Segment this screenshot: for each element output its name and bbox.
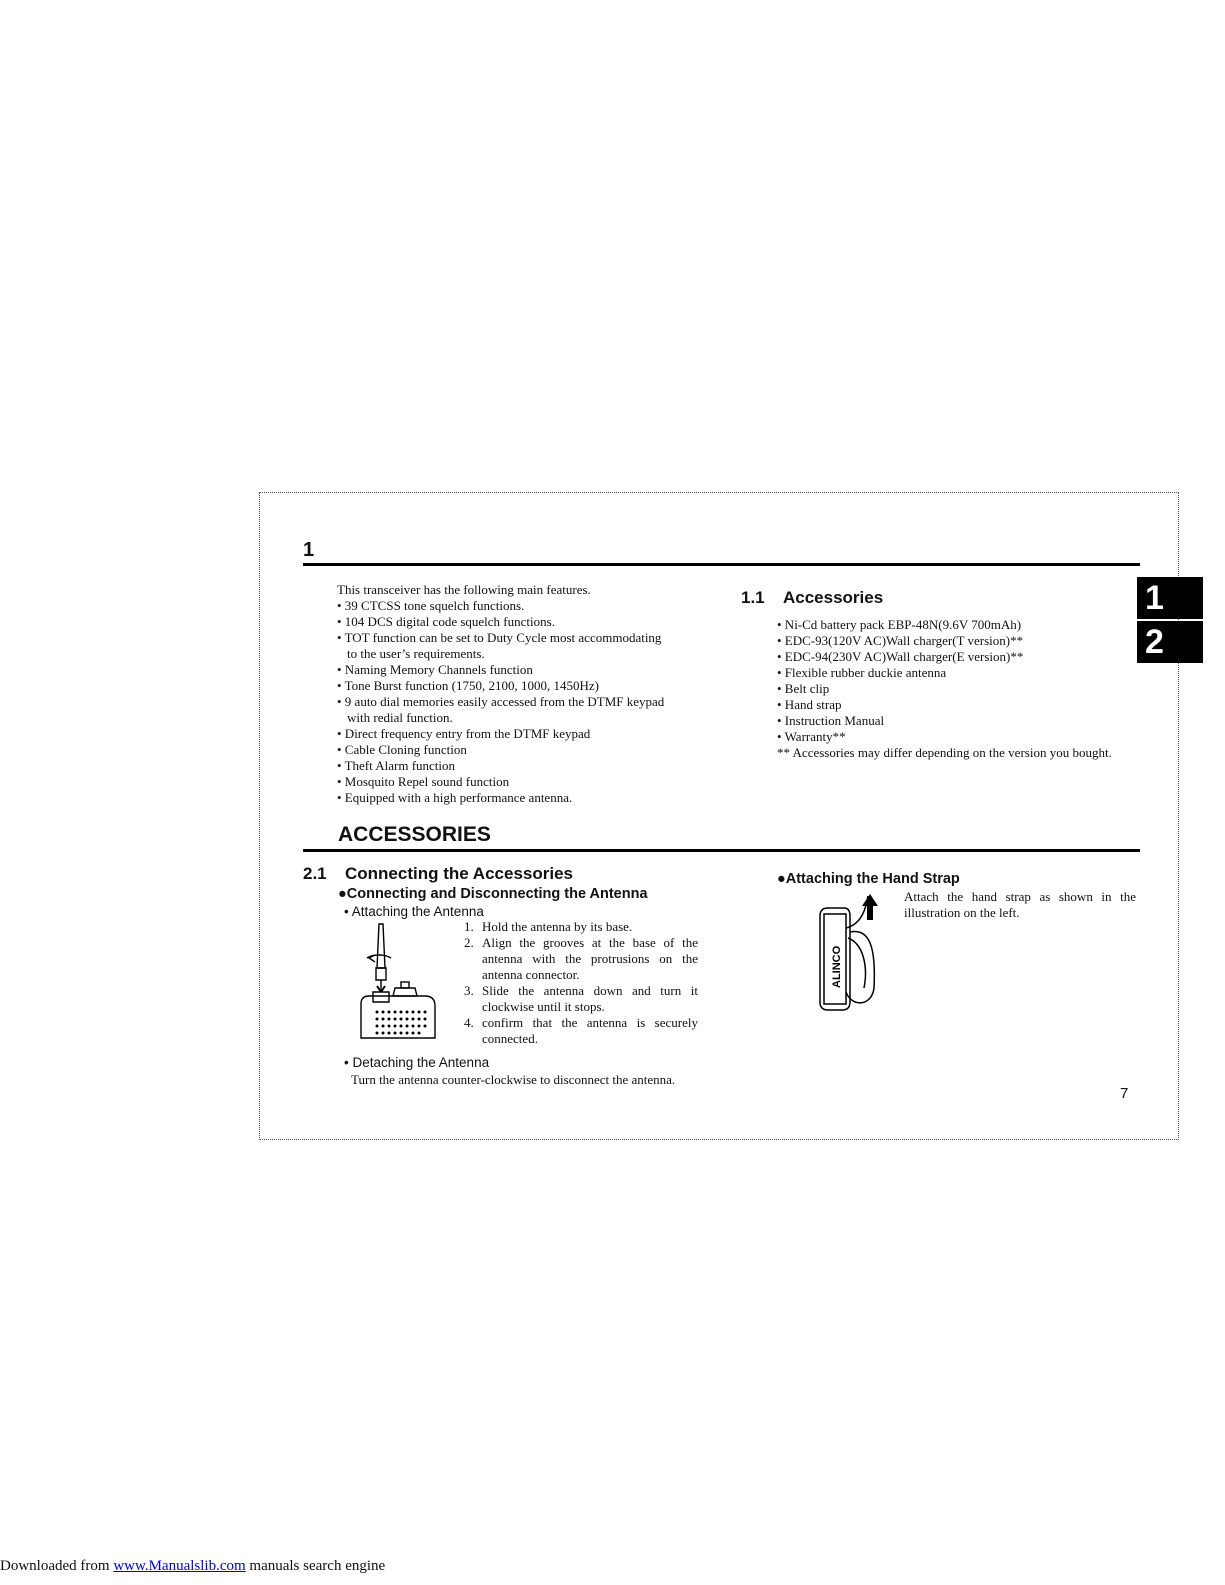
feature-item: • Equipped with a high performance antenna. bbox=[337, 790, 573, 805]
accessory-item: • Belt clip bbox=[777, 681, 830, 696]
footer-prefix: Downloaded from bbox=[0, 1558, 114, 1574]
detaching-antenna-text: Turn the antenna counter-clockwise to disconnect the antenna. bbox=[351, 1072, 676, 1087]
download-footer bbox=[0, 1558, 385, 1575]
feature-item: • Mosquito Repel sound function bbox=[337, 774, 510, 789]
attach-step bbox=[464, 919, 698, 935]
accessory-item: • EDC-94(230V AC)Wall charger(E version)** bbox=[777, 649, 1024, 664]
accessory-item: • EDC-93(120V AC)Wall charger(T version)** bbox=[777, 633, 1024, 648]
antenna-illustration bbox=[355, 922, 445, 1042]
feature-item-continued: to the user’s requirements. bbox=[347, 646, 485, 661]
feature-item: • Cable Cloning function bbox=[337, 742, 467, 757]
page-number: 7 bbox=[1120, 1085, 1129, 1102]
subsection-2-1-number: 2.1 bbox=[303, 864, 327, 883]
hand-strap-illustration bbox=[810, 888, 890, 1018]
accessory-item: • Flexible rubber duckie antenna bbox=[777, 665, 947, 680]
feature-item: • Theft Alarm function bbox=[337, 758, 456, 773]
attach-steps-list bbox=[464, 919, 698, 1047]
manualslib-link[interactable]: www.Manualslib.com bbox=[113, 1558, 246, 1574]
attach-step bbox=[464, 983, 698, 1015]
features-intro: This transceiver has the following main features. bbox=[337, 582, 591, 597]
accessory-item: • Hand strap bbox=[777, 697, 842, 712]
feature-item: • Tone Burst function (1750, 2100, 1000, 1450Hz) bbox=[337, 678, 599, 693]
feature-item: • Naming Memory Channels function bbox=[337, 662, 533, 677]
chapter-tab-2: 2 bbox=[1137, 621, 1203, 663]
section-2-title: ACCESSORIES bbox=[338, 823, 491, 846]
feature-item: • Direct frequency entry from the DTMF keypad bbox=[337, 726, 591, 741]
features-list bbox=[337, 598, 699, 806]
section-2-rule bbox=[303, 849, 1140, 852]
step-number: 3. bbox=[464, 983, 474, 998]
attach-step bbox=[464, 1015, 698, 1047]
step-number: 4. bbox=[464, 1015, 474, 1030]
feature-item: • 9 auto dial memories easily accessed from the DTMF keypad bbox=[337, 694, 665, 709]
detaching-antenna-heading: • Detaching the Antenna bbox=[344, 1055, 490, 1070]
feature-item: • TOT function can be set to Duty Cycle most accommodating bbox=[337, 630, 662, 645]
step-text: Align the grooves at the base of the antenna with the protrusions on the antenna connector. bbox=[482, 935, 698, 982]
subsection-2-1-title: Connecting the Accessories bbox=[345, 864, 573, 883]
hand-strap-text: Attach the hand strap as shown in the illustration on the left. bbox=[904, 889, 1136, 920]
accessories-list bbox=[777, 617, 1137, 745]
accessories-section-title: Accessories bbox=[783, 588, 884, 607]
feature-item: • 104 DCS digital code squelch functions. bbox=[337, 614, 555, 629]
section-1-rule bbox=[303, 563, 1140, 566]
accessory-item: • Instruction Manual bbox=[777, 713, 885, 728]
accessories-section-number: 1.1 bbox=[741, 588, 765, 607]
antenna-heading: ●Connecting and Disconnecting the Antenna bbox=[338, 886, 648, 902]
accessory-item: • Warranty** bbox=[777, 729, 846, 744]
step-number: 2. bbox=[464, 935, 474, 950]
accessories-note: ** Accessories may differ depending on the version you bought. bbox=[777, 745, 1112, 760]
feature-item-continued: with redial function. bbox=[347, 710, 453, 725]
step-number: 1. bbox=[464, 919, 474, 934]
feature-item: • 39 CTCSS tone squelch functions. bbox=[337, 598, 525, 613]
alinco-logo: ALINCO bbox=[831, 945, 843, 988]
step-text: Slide the antenna down and turn it clockwise until it stops. bbox=[482, 983, 698, 1014]
section-1-number: 1 bbox=[303, 539, 315, 561]
footer-suffix: manuals search engine bbox=[245, 1558, 386, 1574]
attach-step bbox=[464, 935, 698, 983]
step-text: Hold the antenna by its base. bbox=[482, 919, 633, 934]
chapter-tab-1: 1 bbox=[1137, 577, 1203, 619]
hand-strap-heading: ●Attaching the Hand Strap bbox=[777, 871, 960, 887]
attaching-antenna-heading: • Attaching the Antenna bbox=[344, 904, 484, 919]
step-text: confirm that the antenna is securely connected. bbox=[482, 1015, 698, 1046]
accessory-item: • Ni-Cd battery pack EBP-48N(9.6V 700mAh) bbox=[777, 617, 1022, 632]
